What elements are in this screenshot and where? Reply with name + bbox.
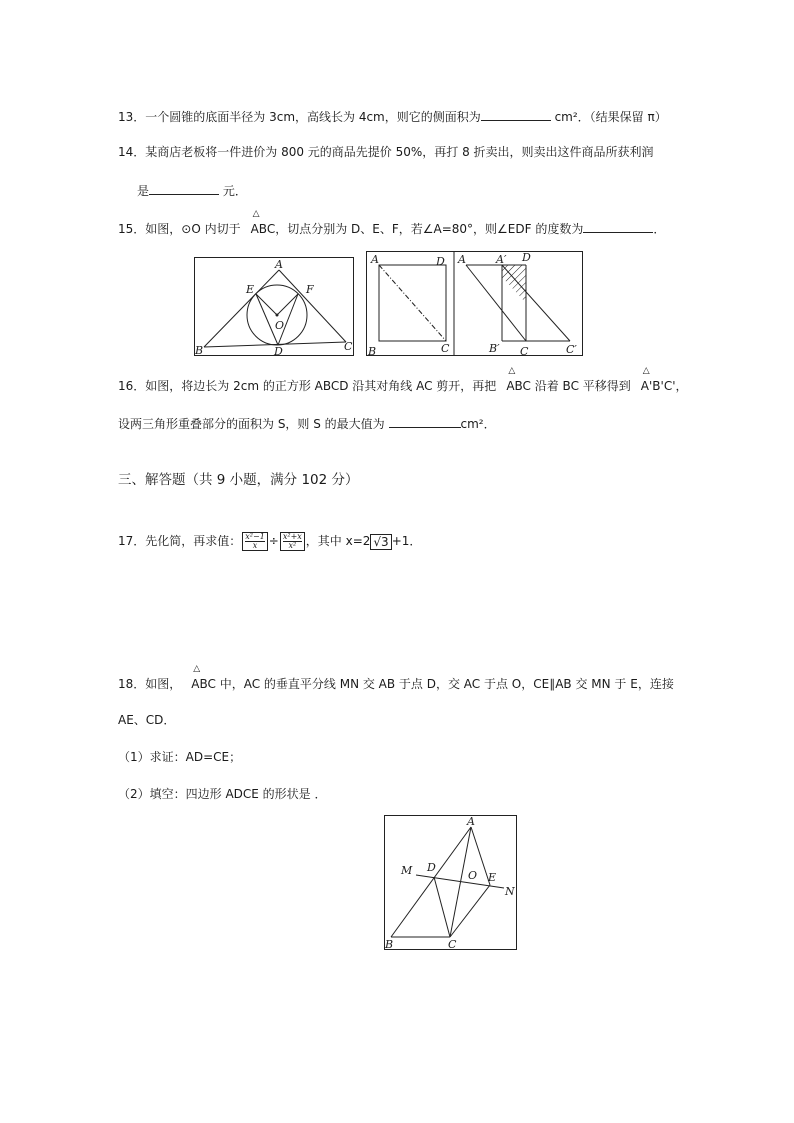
fig18-label-c: C — [448, 938, 457, 951]
triangle-symbol: △ — [252, 209, 260, 219]
fig16-label-b-prime: B′ — [489, 342, 500, 355]
fig18-label-o: O — [468, 869, 478, 882]
q15 — [118, 209, 666, 237]
q16-end: ， — [675, 379, 688, 393]
fig15-label-a: A — [275, 258, 283, 271]
q16-line2 — [118, 414, 496, 432]
fig15-label-f: F — [306, 283, 314, 296]
fraction-numerator: x²+x — [282, 532, 302, 541]
fig16-label-c-prime: C′ — [566, 343, 577, 356]
q18-part2: （2）填空：四边形 ADCE 的形状是 ． — [118, 787, 327, 801]
q16-line2-text: 设两三角形重叠部分的面积为 S，则 S 的最大值为 — [118, 417, 385, 431]
fig16-label-a2: A — [458, 253, 466, 266]
fig16-label-b: B — [368, 345, 377, 358]
q18-line2: AE、CD． — [118, 713, 176, 727]
fig15-label-o: O — [275, 319, 285, 332]
q13 — [118, 107, 667, 125]
triangle-symbol: △ — [642, 366, 650, 376]
q14-text: 14．某商店老板将一件进价为 800 元的商品先提价 50%，再打 8 折卖出，则卖出这件商品所获利润 — [118, 145, 654, 159]
fig15-label-e: E — [246, 283, 255, 296]
q14-prefix: 是 — [137, 184, 150, 198]
q16-line1 — [118, 366, 688, 394]
q15-mid: ，切点分别为 D、E、F，若∠A=80°，则∠EDF 的度数为 — [275, 222, 584, 236]
fig18-label-n: N — [505, 885, 515, 898]
q16-triangle-2 — [631, 366, 676, 394]
q14-blank — [149, 181, 219, 195]
figure-15 — [194, 257, 357, 359]
q16-tri2-text: A'B'C' — [640, 379, 676, 393]
q15-blank — [583, 219, 653, 233]
q15-end: ． — [653, 222, 666, 236]
q18-text: 中，AC 的垂直平分线 MN 交 AB 于点 D，交 AC 于点 O，CE∥AB 交 MN 于 E，连接 — [215, 677, 674, 691]
q18-part1: （1）求证：AD=CE； — [118, 750, 242, 764]
q15-triangle — [241, 209, 276, 237]
triangle-symbol: △ — [508, 366, 516, 376]
fraction-numerator: x²−1 — [245, 532, 265, 541]
q16-blank — [389, 414, 461, 428]
q13-blank — [481, 107, 551, 121]
q17-end: +1． — [391, 534, 422, 548]
fig16-label-c: C — [441, 342, 450, 355]
fig15-label-c: C — [344, 340, 353, 353]
fig16-label-a-prime: A′ — [496, 253, 507, 266]
q15-prefix: 15．如图，⊙O 内切于 — [118, 222, 241, 236]
q17-fraction-1 — [242, 532, 268, 551]
q18-tri-text: ABC — [191, 677, 216, 691]
q17 — [118, 532, 421, 551]
q17-prefix: 17．先化简，再求值： — [118, 534, 242, 548]
q16-line2-end: cm²． — [460, 417, 496, 431]
fraction-denominator: x² — [288, 541, 297, 550]
fig16-label-a: A — [371, 253, 379, 266]
q16-prefix: 16．如图，将边长为 2cm 的正方形 ABCD 沿其对角线 AC 剪开，再把 — [118, 379, 497, 393]
fig16-label-d: D — [436, 255, 445, 268]
q18-prefix: 18．如图， — [118, 677, 182, 691]
figure-18 — [384, 815, 520, 953]
q14-suffix: 元． — [219, 184, 247, 198]
fig18-label-a: A — [467, 815, 475, 828]
q17-mid: ，其中 x=2 — [305, 534, 371, 548]
section-heading: 三、解答题（共 9 小题，满分 102 分） — [118, 472, 359, 488]
fig18-label-b: B — [385, 938, 394, 951]
fig15-label-b: B — [195, 344, 204, 357]
figure-16 — [366, 251, 584, 359]
fraction-denominator: x — [252, 541, 258, 550]
fig16-label-c2: C — [520, 345, 529, 358]
q13-after: cm²．（结果保留 π） — [550, 110, 667, 124]
q14-line1 — [118, 144, 654, 160]
q18-triangle — [181, 664, 216, 692]
divide-sign: ÷ — [268, 534, 279, 548]
fig18-label-e: E — [488, 871, 497, 884]
fig15-label-d: D — [274, 345, 283, 358]
triangle-symbol: △ — [193, 664, 201, 674]
q16-mid: 沿着 BC 平移得到 — [530, 379, 631, 393]
q15-tri-text: ABC — [250, 222, 276, 236]
q14-line2 — [137, 181, 247, 199]
q16-tri-text: ABC — [506, 379, 531, 393]
fig18-label-d: D — [427, 861, 436, 874]
q16-triangle — [496, 366, 531, 394]
fig18-label-m: M — [401, 864, 413, 877]
q13-text: 13．一个圆锥的底面半径为 3cm，高线长为 4cm，则它的侧面积为 — [118, 110, 481, 124]
fig16-label-d2: D — [522, 251, 531, 264]
q17-fraction-2 — [280, 532, 305, 551]
q18-line1 — [118, 664, 674, 692]
sqrt-box: √3 — [370, 534, 391, 550]
